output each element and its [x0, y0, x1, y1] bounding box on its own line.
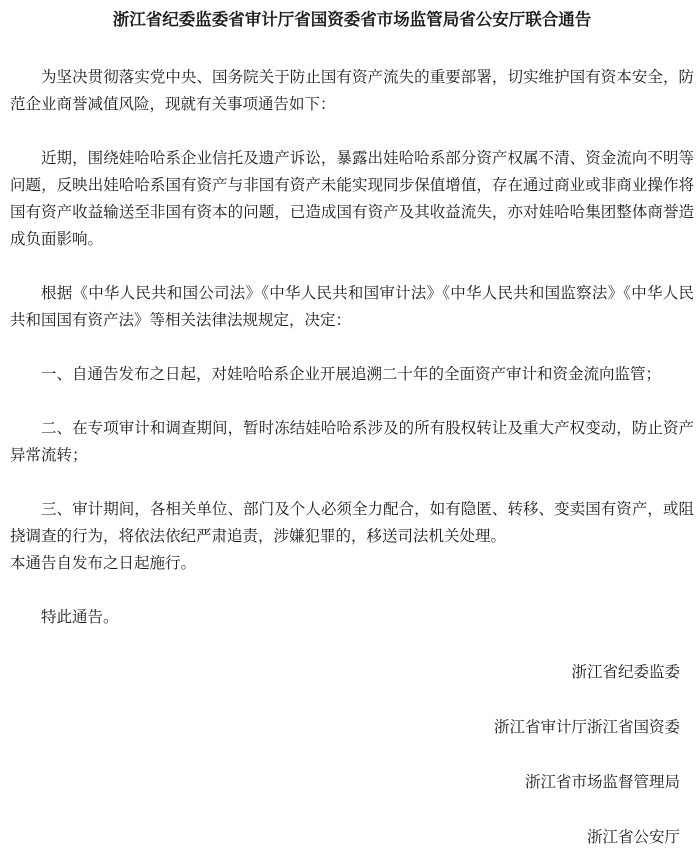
signatory-discipline-commission: 浙江省纪委监委	[571, 663, 680, 681]
document-title: 浙江省纪委监委省审计厅省国资委省市场监管局省公安厅联合通告	[112, 10, 592, 29]
signatory-market-regulation: 浙江省市场监督管理局	[524, 773, 680, 791]
decision-item-1: 一、自通告发布之日起，对娃哈哈系企业开展追溯二十年的全面资产审计和资金流向监管；	[41, 365, 662, 383]
closing-statement: 特此通告。	[41, 608, 119, 626]
signatory-audit-and-sasac: 浙江省审计厅浙江省国资委	[493, 718, 680, 736]
paragraph-legal-basis: 根据《中华人民共和国公司法》《中华人民共和国审计法》《中华人民共和国监察法》《中华人民共和国国有资产法》等相关法律法规规定，决定：	[10, 284, 694, 329]
effective-date-statement: 本通告自发布之日起施行。	[10, 554, 197, 572]
paragraph-background: 近期，围绕娃哈哈系企业信托及遗产诉讼，暴露出娃哈哈系部分资产权属不清、资金流向不明等问题，反映出娃哈哈系国有资产与非国有资产未能实现同步保值增值，存在通过商业或非商业操作将国有资产收益输送至非国有资本的问题，已造成国有资产及其收益流失，亦对娃哈哈集团整体商誉造成负面影响。	[10, 149, 694, 248]
paragraph-intro: 为坚决贯彻落实党中央、国务院关于防止国有资产流失的重要部署，切实维护国有资本安全，防范企业商誉减值风险，现就有关事项通告如下：	[10, 68, 694, 113]
signatory-public-security: 浙江省公安厅	[586, 828, 680, 846]
decision-item-2: 二、在专项审计和调查期间，暂时冻结娃哈哈系涉及的所有股权转让及重大产权变动，防止资产异常流转；	[10, 419, 694, 464]
decision-item-3: 三、审计期间，各相关单位、部门及个人必须全力配合，如有隐匿、转移、变卖国有资产，或阻挠调查的行为，将依法依纪严肃追责，涉嫌犯罪的，移送司法机关处理。	[10, 500, 694, 545]
